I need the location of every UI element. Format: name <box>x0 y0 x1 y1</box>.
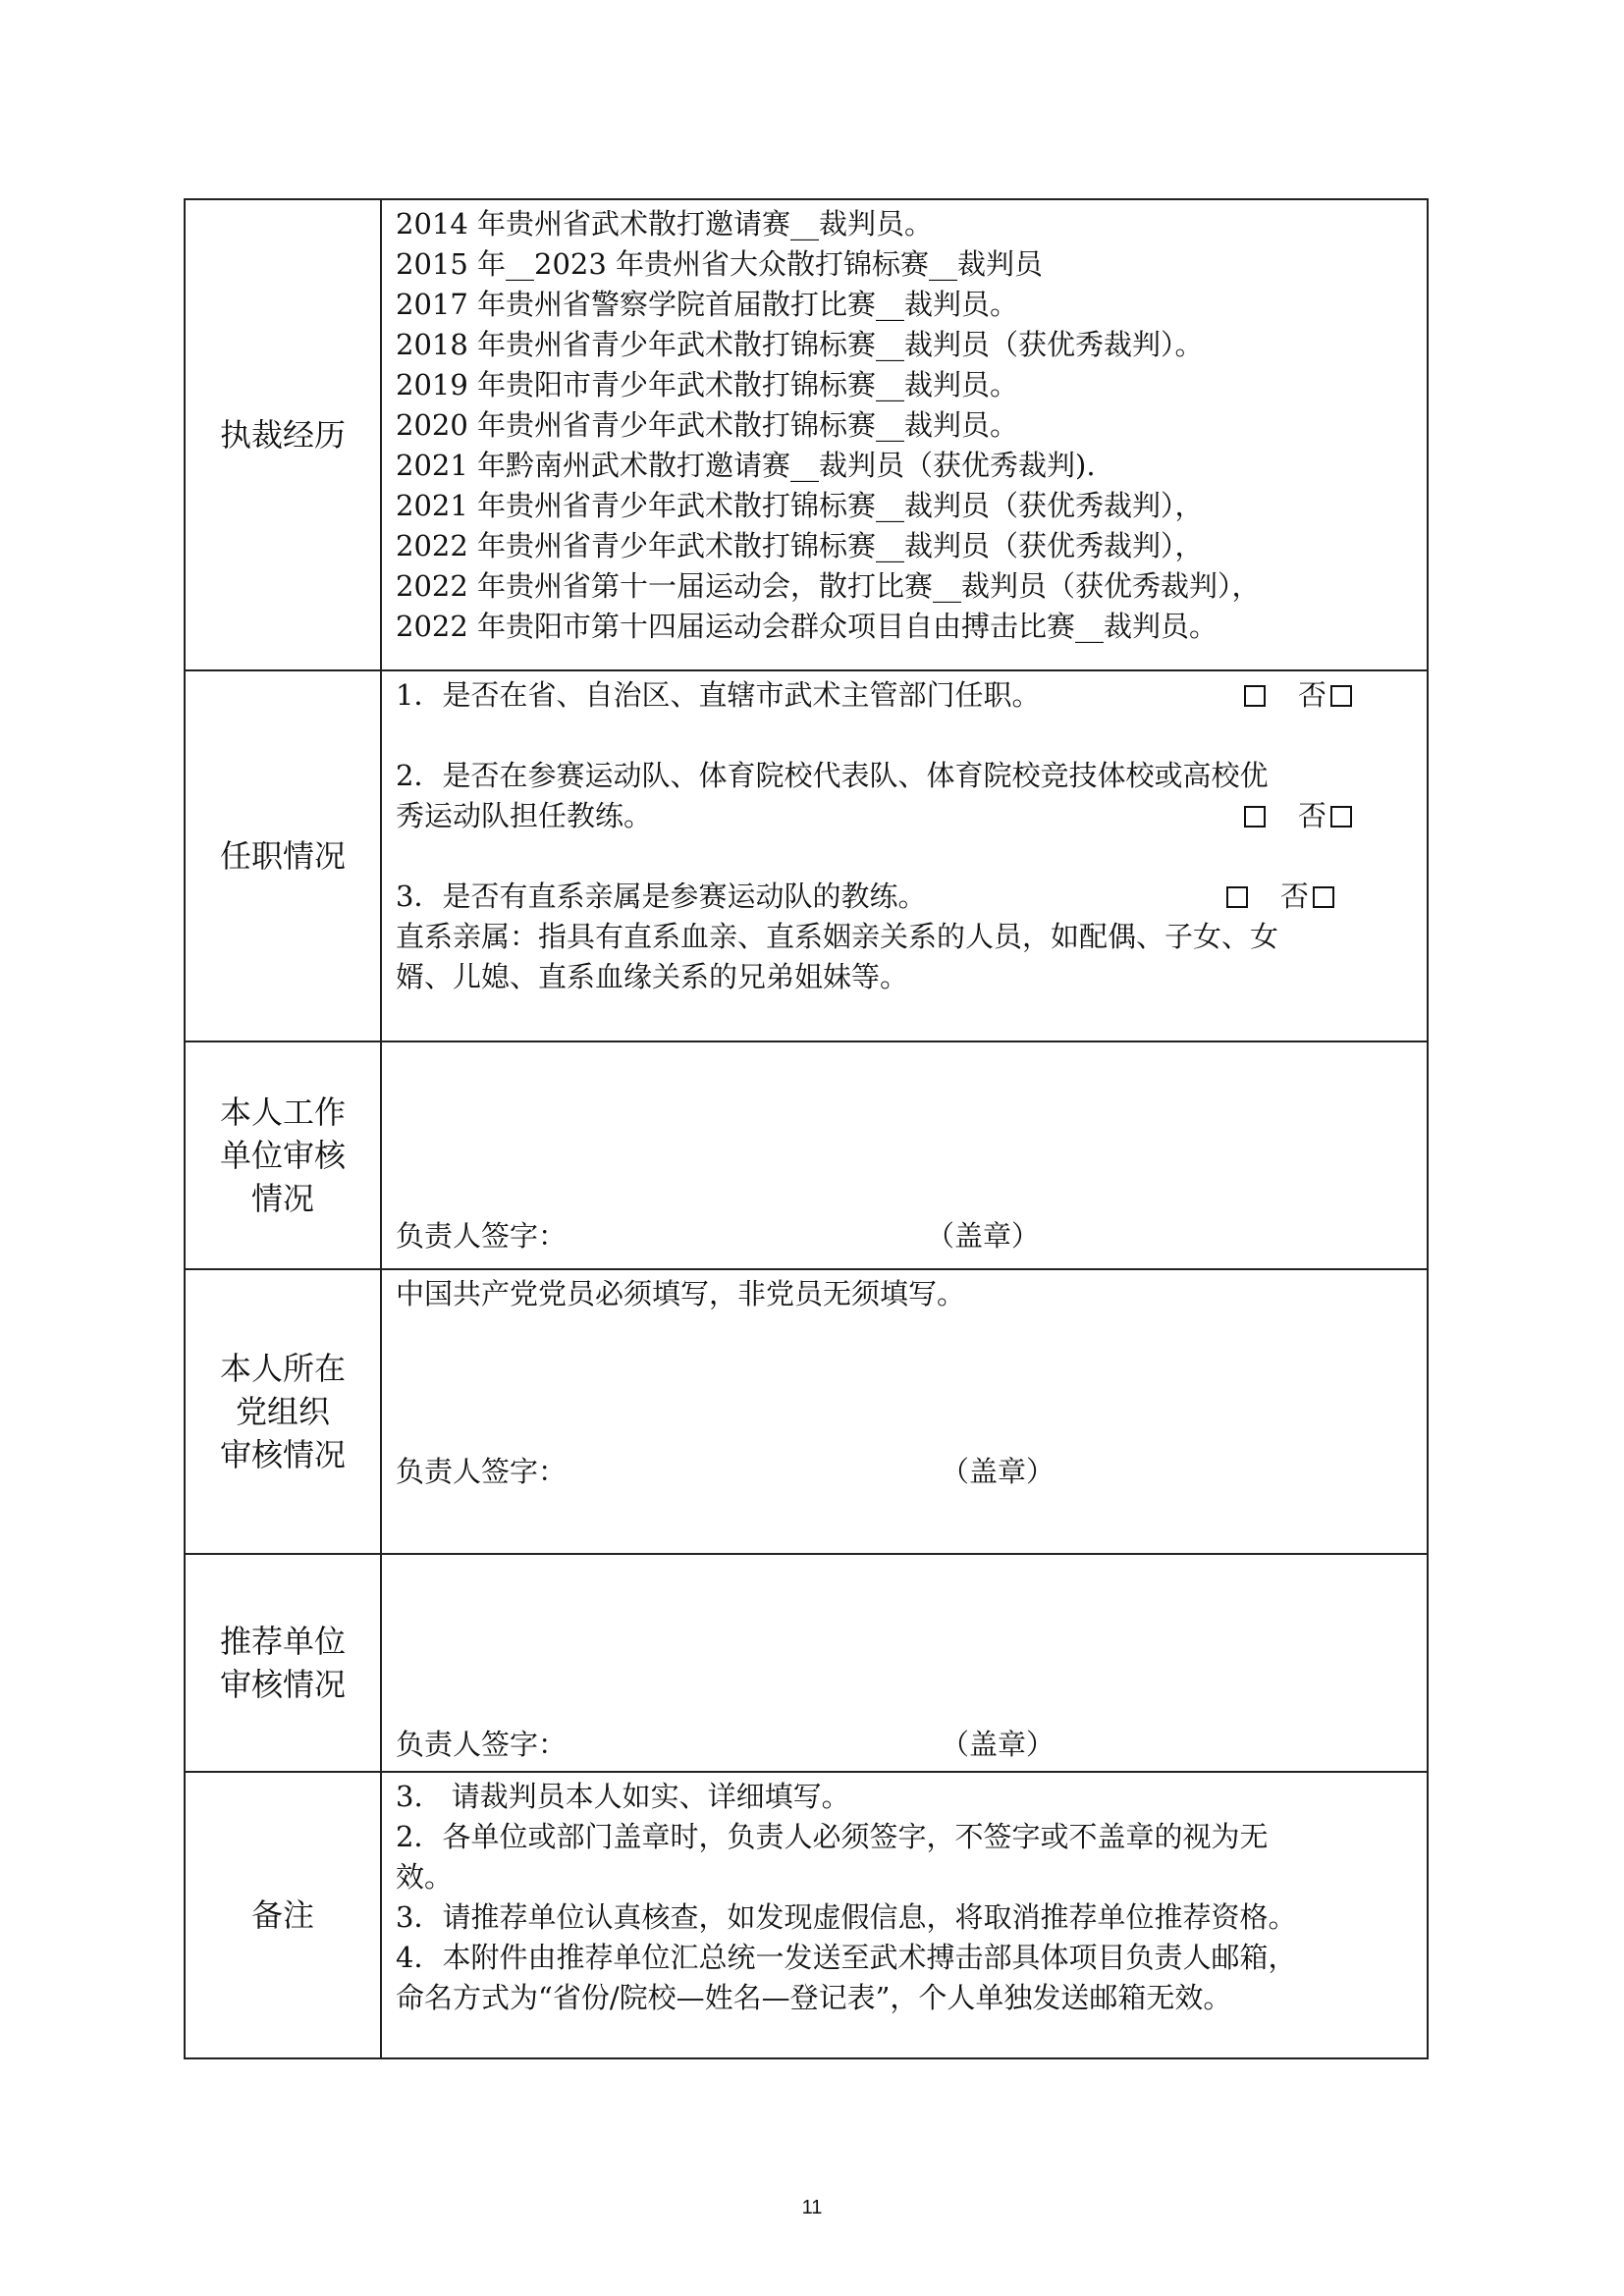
work-unit-label <box>185 1041 381 1269</box>
officiating-line: 2022 年贵州省第十一届运动会，散打比赛__裁判员（获优秀裁判）， <box>396 569 1261 603</box>
officiating-line: 2021 年黔南州武术散打邀请赛__裁判员（获优秀裁判). <box>396 449 1096 482</box>
remark-line: 4．本附件由推荐单位汇总统一发送至武术搏击部具体项目负责人邮箱， <box>396 1941 1297 1974</box>
label-line: 审核情况 <box>219 1436 346 1473</box>
recommend-content <box>381 1554 1428 1772</box>
signature-line <box>396 1216 1415 1256</box>
seal-label: （盖章） <box>941 1728 1056 1761</box>
no-label: 否 <box>1280 880 1310 913</box>
officiating-line: 2019 年贵阳市青少年武术散打锦标赛__裁判员。 <box>396 368 1019 401</box>
signature-label: 负责人签字： <box>396 1728 568 1761</box>
question-2-text-cont: 秀运动队担任教练。 <box>396 799 653 832</box>
no-checkbox[interactable] <box>1330 806 1352 828</box>
relatives-note: 直系亲属：指具有直系血亲、直系姻亲关系的人员，如配偶、子女、女 <box>396 920 1279 953</box>
question-1-text: 1．是否在省、自治区、直辖市武术主管部门任职。 <box>396 678 1041 712</box>
party-label <box>185 1269 381 1554</box>
recommend-label <box>185 1554 381 1772</box>
label-line: 审核情况 <box>219 1666 346 1703</box>
label-line: 本人所在 <box>219 1350 346 1387</box>
signature-line <box>396 1725 1415 1765</box>
party-note: 中国共产党党员必须填写，非党员无须填写。 <box>396 1277 966 1310</box>
remarks-row <box>185 1772 1428 2058</box>
party-content <box>381 1269 1428 1554</box>
seal-label: （盖章） <box>926 1219 1041 1253</box>
no-label: 否 <box>1298 678 1327 712</box>
officiating-line: 2014 年贵州省武术散打邀请赛__裁判员。 <box>396 207 934 240</box>
question-1 <box>396 675 1415 716</box>
officiating-line: 2022 年贵阳市第十四届运动会群众项目自由搏击比赛__裁判员。 <box>396 610 1218 643</box>
no-label: 否 <box>1298 799 1327 832</box>
remark-line: 3. 请裁判员本人如实、详细填写。 <box>396 1780 850 1813</box>
registration-form-table <box>184 198 1429 2059</box>
question-1-options <box>1240 675 1415 716</box>
remark-line: 3．请推荐单位认真核查，如发现虚假信息，将取消推荐单位推荐资格。 <box>396 1900 1297 1934</box>
recommend-row <box>185 1554 1428 1772</box>
relatives-note-cont: 婿、儿媳、直系血缘关系的兄弟姐妹等。 <box>396 960 909 993</box>
signature-label: 负责人签字： <box>396 1455 568 1488</box>
position-row <box>185 670 1428 1041</box>
yes-checkbox[interactable] <box>1226 886 1248 908</box>
position-label: 任职情况 <box>185 670 381 1041</box>
question-3 <box>396 877 1415 917</box>
officiating-line: 2020 年贵州省青少年武术散打锦标赛__裁判员。 <box>396 408 1019 442</box>
remarks-content <box>381 1772 1428 2058</box>
signature-line <box>396 1452 1415 1492</box>
officiating-line: 2017 年贵州省警察学院首届散打比赛__裁判员。 <box>396 288 1019 321</box>
label-line: 情况 <box>250 1180 314 1217</box>
officiating-line: 2021 年贵州省青少年武术散打锦标赛__裁判员（获优秀裁判）， <box>396 489 1204 522</box>
page-number: 11 <box>801 2197 823 2218</box>
party-row <box>185 1269 1428 1554</box>
work-unit-content <box>381 1041 1428 1269</box>
yes-checkbox[interactable] <box>1244 685 1266 707</box>
officiating-line: 2015 年__2023 年贵州省大众散打锦标赛__裁判员 <box>396 247 1044 281</box>
work-unit-row <box>185 1041 1428 1269</box>
officiating-label: 执裁经历 <box>185 199 381 670</box>
label-line: 单位审核 <box>219 1137 346 1174</box>
label-line: 推荐单位 <box>219 1623 346 1660</box>
officiating-row <box>185 199 1428 670</box>
remark-line: 2．各单位或部门盖章时，负责人必须签字，不签字或不盖章的视为无 <box>396 1820 1269 1853</box>
remark-line: 效。 <box>396 1860 454 1894</box>
position-content <box>381 670 1428 1041</box>
label-line: 本人工作 <box>219 1094 346 1131</box>
no-checkbox[interactable] <box>1330 685 1352 707</box>
label-line: 党组织 <box>235 1393 330 1430</box>
question-3-text: 3．是否有直系亲属是参赛运动队的教练。 <box>396 880 927 913</box>
seal-label: （盖章） <box>941 1455 1056 1488</box>
remark-line: 命名方式为“省份/院校—姓名—登记表”，个人单独发送邮箱无效。 <box>396 1981 1232 2014</box>
officiating-line: 2018 年贵州省青少年武术散打锦标赛__裁判员（获优秀裁判）。 <box>396 328 1204 361</box>
officiating-content <box>381 199 1428 670</box>
question-2 <box>396 796 1415 836</box>
signature-label: 负责人签字： <box>396 1219 568 1253</box>
question-2-text: 2．是否在参赛运动队、体育院校代表队、体育院校竞技体校或高校优 <box>396 759 1269 792</box>
remarks-label: 备注 <box>185 1772 381 2058</box>
yes-checkbox[interactable] <box>1244 806 1266 828</box>
question-2-options <box>1240 796 1415 836</box>
question-3-options <box>1222 877 1415 917</box>
officiating-line: 2022 年贵州省青少年武术散打锦标赛__裁判员（获优秀裁判）， <box>396 529 1204 562</box>
no-checkbox[interactable] <box>1313 886 1334 908</box>
